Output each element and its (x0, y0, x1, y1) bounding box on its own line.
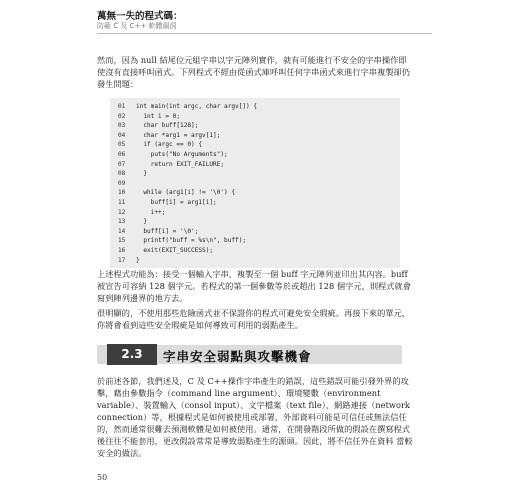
line-number: 09 (118, 179, 126, 187)
code-line (118, 199, 217, 206)
code-line (118, 161, 224, 168)
code-text: i++; (136, 208, 166, 216)
paragraph-explanation: 上述程式功能為：接受一個輸入字串，複製至一個 buff 字元陣列並印出其內容。buff 被宣告可容納 128 個字元。若程式的第一個參數等於或超出 128 個字元，則程式就會寫到陣列邊界的地方去。 (97, 269, 412, 303)
paragraph-warning: 很明顯的，不使用那些危險函式並不保證你的程式可避免安全瑕疵。再接下來的單元，你將會看到這些安全瑕疵是如何導致可利用的弱點產生。 (97, 308, 411, 330)
line-number: 14 (118, 227, 126, 235)
code-line (118, 257, 140, 264)
code-line (118, 218, 147, 225)
code-text: int main(int argc, char argv[]) { (136, 103, 258, 110)
line-number: 05 (118, 141, 126, 149)
code-text: exit(EXIT_SUCCESS); (136, 247, 214, 254)
line-number: 13 (118, 218, 126, 226)
code-text: if (argc == 0) { (136, 141, 203, 149)
code-line (118, 122, 198, 129)
code-line (118, 170, 147, 177)
section-title: 字串安全弱點與攻擊機會 (163, 349, 312, 364)
code-line (118, 151, 228, 158)
code-text: buff[i] = '\0'; (136, 227, 199, 235)
code-listing (110, 98, 400, 268)
code-line (118, 132, 220, 139)
line-number: 10 (118, 189, 126, 197)
code-text: printf("buff = %s\n", buff); (136, 237, 247, 245)
code-line (118, 228, 198, 235)
code-line (118, 247, 213, 254)
line-number: 02 (118, 112, 126, 120)
code-text: char *arg1 = argv[1]; (136, 131, 221, 139)
code-text: while (arg1[i] != '\0') { (136, 189, 236, 197)
book-subtitle: 防範 C 及 C++ 軟體漏洞 (97, 22, 177, 30)
code-line (118, 209, 165, 216)
code-line (118, 103, 257, 110)
code-line (118, 113, 180, 120)
code-line (118, 189, 235, 196)
header-divider (97, 33, 432, 34)
section-number: 2.3 (107, 344, 157, 365)
code-text: int i = 0; (136, 112, 181, 120)
line-number: 04 (118, 131, 126, 139)
code-text: puts("No Arguments"); (136, 151, 228, 158)
code-text: } (136, 256, 140, 264)
paragraph-section-body: 於前述各節，我們述及，C 及 C++操作字串產生的錯誤，這些錯誤可能引發外界的攻擊，藉由參數指令（command line argument）、環境變數（environment variable）、裝置輸入（consol input）、文字檔案（text file）、網路連接（network connection）等，根據程式是如何被使用或部署，外部資料可能是可信任或無法信任的，然而通常很難去預測軟體是如何被使用。通常，在開發階段所做的假設在撰寫程式後往往不能套用，更改假設常常是導致弱點產生的源頭。因此，將不信任外在資料 當較安全的做法。 (97, 376, 413, 458)
code-text: char buff[128]; (136, 122, 199, 130)
code-line (118, 180, 136, 187)
paragraph-intro: 然而，因為 null 結尾位元組字串以字元陣列實作，就有可能進行不安全的字串操作即使沒有直接呼叫函式。下列程式不經由從函式庫呼叫任何字串函式來進行字串複製卻仍發生問題： (97, 55, 411, 89)
code-text: } (136, 170, 148, 178)
code-line (118, 141, 202, 148)
line-number: 01 (118, 103, 126, 110)
line-number: 15 (118, 237, 126, 245)
line-number: 12 (118, 208, 126, 216)
line-number: 17 (118, 256, 126, 264)
page-number: 50 (97, 473, 108, 482)
line-number: 07 (118, 160, 126, 168)
code-line (118, 237, 246, 244)
line-number: 03 (118, 122, 126, 130)
code-text: } (136, 218, 148, 226)
code-text: buff[i] = arg1[i]; (136, 199, 217, 206)
code-text: return EXIT_FAILURE; (136, 160, 225, 168)
book-title: 萬無一失的程式碼： (97, 11, 183, 22)
line-number: 08 (118, 170, 126, 178)
line-number: 06 (118, 151, 126, 158)
line-number: 11 (118, 199, 126, 206)
line-number: 16 (118, 247, 126, 254)
